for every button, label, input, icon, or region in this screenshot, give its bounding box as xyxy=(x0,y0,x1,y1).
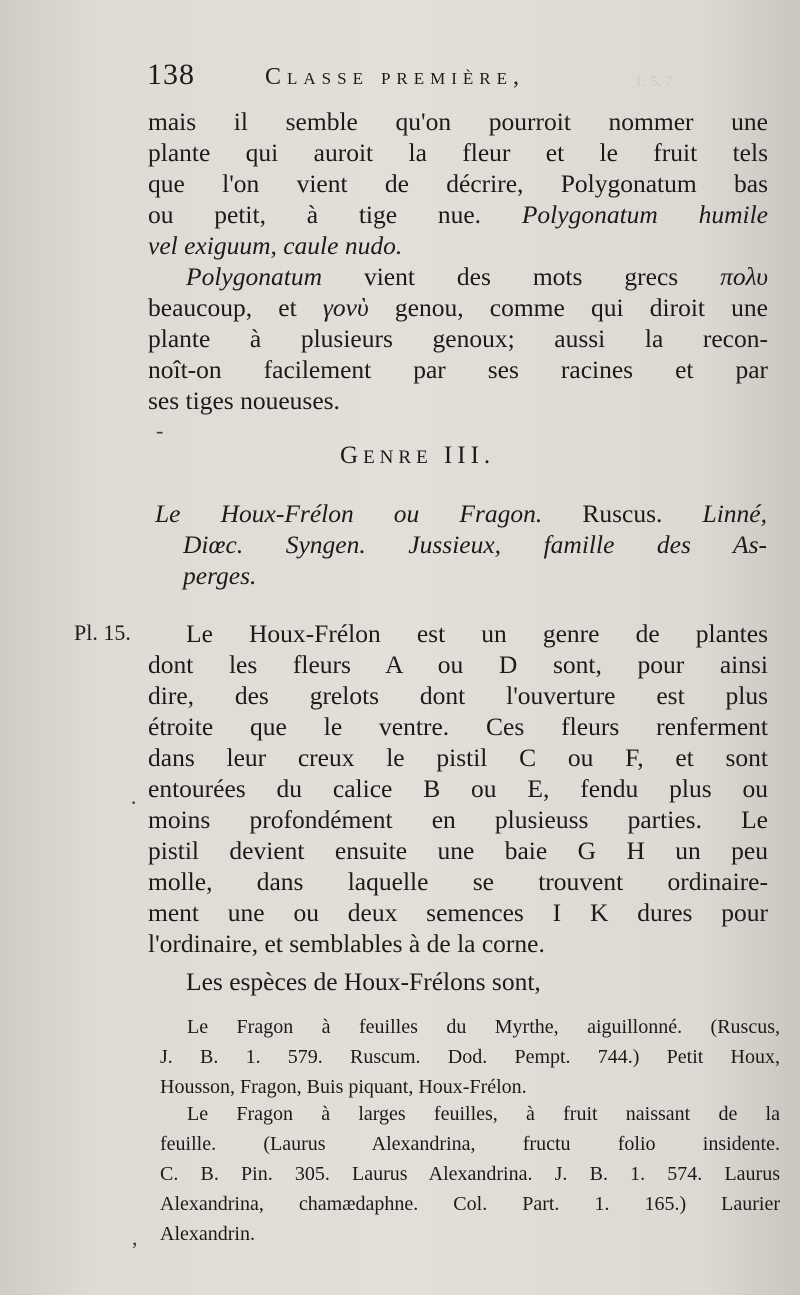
text-fragment: ou petit, à tige nue. xyxy=(148,200,482,229)
page-header xyxy=(147,58,777,94)
text-line: ment une ou deux semences I K dures pour xyxy=(148,898,768,927)
text-line: J. B. 1. 579. Ruscum. Dod. Pempt. 744.) Petit Houx, xyxy=(160,1046,780,1068)
text-line: l'ordinaire, et semblables à de la corne. xyxy=(148,929,545,958)
text-line: plante à plusieurs genoux; aussi la recon- xyxy=(148,324,768,353)
text-line: feuille. (Laurus Alexandrina, fructu folio insidente. xyxy=(160,1133,780,1155)
genre-label-initial: G xyxy=(340,442,364,469)
margin-mark: - xyxy=(156,418,164,443)
text-line: molle, dans laquelle se trouvent ordinaire- xyxy=(148,867,768,896)
text-line: mais il semble qu'on pourroit nommer une xyxy=(148,107,768,136)
text-line: dire, des grelots dont l'ouverture est plus xyxy=(148,681,768,710)
genus-name: Le Houx-Frélon ou Fragon. xyxy=(155,499,543,528)
text-line: Le Fragon à feuilles du Myrthe, aiguillonné. (Ruscus, xyxy=(187,1016,780,1038)
text-line: dans leur creux le pistil C ou F, et sont xyxy=(148,743,768,772)
paragraph-2 xyxy=(148,261,768,416)
text-line xyxy=(155,498,767,529)
paragraph-4 xyxy=(148,966,768,997)
show-through-text: 1. 5. 7 xyxy=(560,74,673,90)
latin-name: Polygonatum humile xyxy=(521,200,769,229)
text-line: dont les fleurs A ou D sont, pour ainsi xyxy=(148,650,768,679)
margin-mark: · xyxy=(130,790,138,815)
genre-title xyxy=(155,498,767,591)
page-number: 138 xyxy=(147,58,195,91)
species-entry-2 xyxy=(160,1099,780,1249)
greek-word: γονὺ xyxy=(322,293,369,322)
text-line: que l'on vient de décrire, Polygonatum bas xyxy=(148,169,768,198)
paragraph-1 xyxy=(148,106,768,261)
paragraph-3 xyxy=(148,618,768,959)
italic-term: Polygonatum xyxy=(186,262,322,291)
species-entry-1 xyxy=(160,1012,780,1102)
running-title: Classe première, xyxy=(265,64,526,90)
text-line xyxy=(148,261,768,292)
text-line: pistil devient ensuite une baie G H un peu xyxy=(148,836,768,865)
text-line: noît-on facilement par ses racines et par xyxy=(148,355,768,384)
text-line xyxy=(148,199,768,230)
text-fragment: beaucoup, et xyxy=(148,293,323,322)
text-line: Le Fragon à larges feuilles, à fruit naissant de la xyxy=(187,1103,780,1125)
classification-line: perges. xyxy=(183,561,257,590)
margin-mark: , xyxy=(132,1225,138,1250)
plate-reference: Pl. 15. xyxy=(74,620,131,645)
text-line: entourées du calice B ou E, fendu plus ou xyxy=(148,774,768,803)
genre-heading xyxy=(340,442,495,470)
latin-name-continued: vel exiguum, caule nudo. xyxy=(148,231,403,260)
text-line: étroite que le ventre. Ces fleurs renferment xyxy=(148,712,768,741)
text-line: moins profondément en plusieuss parties. Le xyxy=(148,805,768,834)
text-line: Les espèces de Houx-Frélons sont, xyxy=(186,967,541,996)
text-line: Alexandrina, chamædaphne. Col. Part. 1. 165.) Laurier xyxy=(160,1193,780,1215)
text-line: Le Houx-Frélon est un genre de plantes xyxy=(186,619,768,648)
text-line: Housson, Fragon, Buis piquant, Houx-Frélon. xyxy=(160,1076,527,1098)
text-line xyxy=(148,292,768,323)
genre-numeral: III. xyxy=(443,442,496,469)
text-line: plante qui auroit la fleur et le fruit tels xyxy=(148,138,768,167)
text-line: Alexandrin. xyxy=(160,1223,255,1245)
latin-genus: Ruscus. xyxy=(542,499,703,528)
genre-label-rest: ENRE xyxy=(363,447,433,468)
text-fragment: vient des mots grecs xyxy=(321,262,721,291)
text-line: ses tiges noueuses. xyxy=(148,386,340,415)
greek-word: πολυ xyxy=(720,262,768,291)
text-fragment: genou, comme qui diroit une xyxy=(368,293,769,322)
classification-line: Diœc. Syngen. Jussieux, famille des As- xyxy=(183,530,767,559)
authority: Linné, xyxy=(702,499,767,528)
text-line: C. B. Pin. 305. Laurus Alexandrina. J. B. 1. 574. Laurus xyxy=(160,1163,780,1185)
